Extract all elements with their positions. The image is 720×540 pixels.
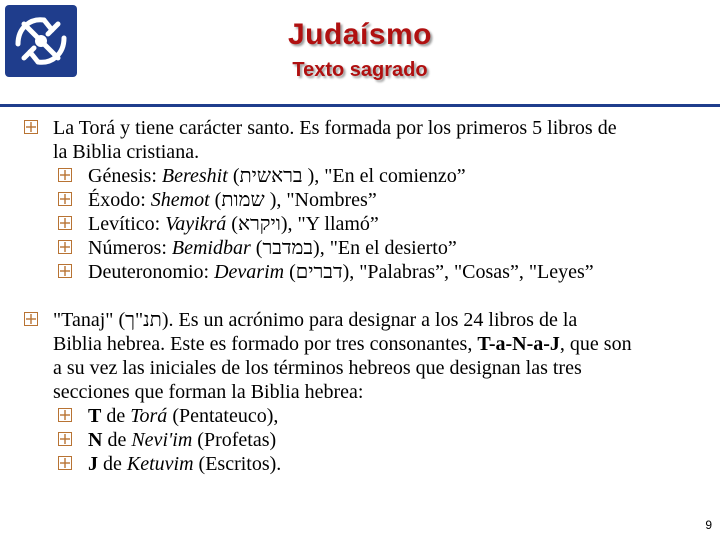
part-desc: (Profetas) <box>192 429 277 451</box>
book-meaning: (בראשית ), "En el comienzo” <box>227 165 466 187</box>
tora-text-line-1: La Torá y tiene carácter santo. Es formada por los primeros 5 libros de <box>53 117 617 139</box>
tanaj-text-line-2 <box>53 332 710 356</box>
book-name: Shemot <box>150 189 210 211</box>
tanaj-text-line-4: secciones que forman la Biblia hebrea: <box>53 381 364 403</box>
square-cross-bullet-icon <box>58 408 72 422</box>
tora-text-line-2: la Biblia cristiana. <box>53 141 200 163</box>
square-cross-bullet-icon <box>24 120 38 134</box>
tanaj-part-item <box>20 428 710 452</box>
book-label: Levítico: <box>88 213 166 235</box>
book-name: Bemidbar <box>171 237 251 259</box>
square-cross-bullet-icon <box>58 432 72 446</box>
square-cross-bullet-icon <box>58 240 72 254</box>
part-desc: (Pentateuco), <box>167 405 279 427</box>
square-cross-bullet-icon <box>58 216 72 230</box>
book-item <box>20 260 710 284</box>
part-letter: T <box>88 405 102 427</box>
part-name: Torá <box>130 405 168 427</box>
part-letter: N <box>88 429 103 451</box>
book-item <box>20 164 710 188</box>
book-item <box>20 188 710 212</box>
square-cross-bullet-icon <box>58 168 72 182</box>
tanaj-part-item <box>20 404 710 428</box>
part-letter: J <box>88 453 98 475</box>
part-de: de <box>102 429 132 451</box>
book-meaning: (ויקרא), "Y llamó” <box>226 213 379 235</box>
book-name: Devarim <box>214 261 285 283</box>
book-label: Éxodo: <box>88 189 151 211</box>
bullet-tora <box>20 116 710 164</box>
square-cross-bullet-icon <box>58 264 72 278</box>
tanaj-acronym: T-a-N-a-J <box>477 333 560 355</box>
book-name: Vayikrá <box>165 213 227 235</box>
slide-body <box>20 116 710 476</box>
part-name: Nevi'im <box>131 429 193 451</box>
tanaj-text-end: , que son <box>559 333 632 355</box>
book-label: Deuteronomio: <box>88 261 215 283</box>
book-label: Números: <box>88 237 172 259</box>
square-cross-bullet-icon <box>24 312 38 326</box>
part-name: Ketuvim <box>126 453 194 475</box>
page-subtitle: Texto sagrado <box>292 59 428 81</box>
square-cross-bullet-icon <box>58 192 72 206</box>
part-desc: (Escritos). <box>193 453 282 475</box>
part-de: de <box>98 453 127 475</box>
bullet-tanaj <box>20 308 710 404</box>
page-title: Judaísmo <box>287 18 433 51</box>
tanaj-text-line-3: a su vez las iniciales de los términos hebreos que designan las tres <box>53 357 582 379</box>
tanaj-part-item <box>20 452 710 476</box>
part-de: de <box>101 405 131 427</box>
header-divider <box>0 104 720 107</box>
square-cross-bullet-icon <box>58 456 72 470</box>
book-name: Bereshit <box>161 165 228 187</box>
book-meaning: (במדבר), "En el desierto” <box>250 237 457 259</box>
tanaj-text-line-1: "Tanaj" (תנ"ך). Es un acrónimo para designar a los 24 libros de la <box>53 309 578 331</box>
page-number: 9 <box>705 518 712 532</box>
book-item <box>20 236 710 260</box>
book-label: Génesis: <box>88 165 162 187</box>
book-meaning: (דברים), "Palabras”, "Cosas”, "Leyes” <box>284 261 594 283</box>
book-item <box>20 212 710 236</box>
book-meaning: (שמות ), "Nombres” <box>209 189 377 211</box>
tanaj-text: Biblia hebrea. Este es formado por tres consonantes, <box>53 333 478 355</box>
